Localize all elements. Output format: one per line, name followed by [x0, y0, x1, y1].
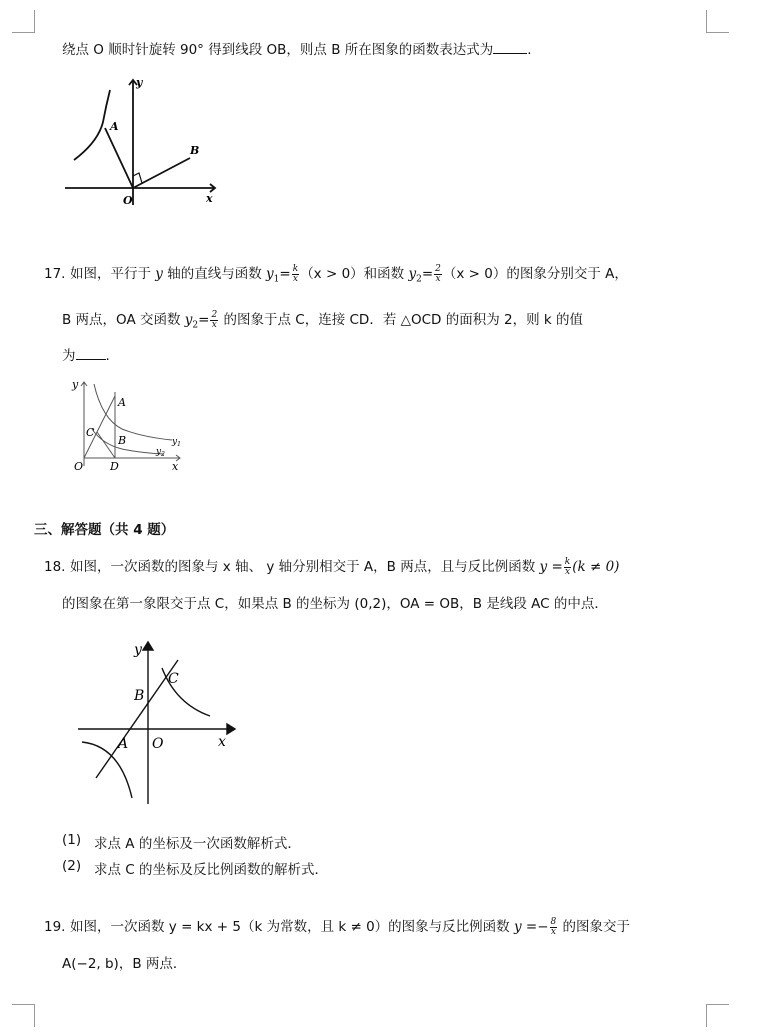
section-3-heading: 三、解答题（共 4 题） [34, 522, 175, 538]
fig17-c-label: C [86, 426, 95, 439]
q18-number: 18. [44, 559, 66, 575]
q17-fraction-2-over-x-second: $\frac{2}{x}$ [211, 309, 218, 330]
crop-mark-top-right [706, 10, 729, 33]
fig18-a-label: A [118, 736, 129, 752]
fig17-y2-label: $y_2$ [156, 447, 165, 458]
fig16-b-label: B [190, 144, 200, 157]
crop-mark-bottom-left [12, 1004, 35, 1027]
q18-sub1-number: (1) [62, 832, 82, 848]
fig17-d-label: D [110, 460, 119, 473]
fig17-x-label: x [172, 460, 179, 473]
q17-line1: 如图，平行于 y 轴的直线与函数 $y_1=$ $\frac{k}{x}$ （x > 0）和函数 $y_2=$ $\frac{2}{x}$ （x > 0）的图象分别交于 A， [70, 263, 628, 285]
q18-line2: 的图象在第一象限交于点 C，如果点 B 的坐标为 (0,2)，OA = OB，B 是线段 AC 的中点． [62, 596, 608, 612]
q16-text: 绕点 O 顺时针旋转 90° 得到线段 OB，则点 B 所在图象的函数表达式为 . [62, 42, 532, 58]
q19-line2: A(−2, b)，B 两点． [62, 956, 187, 972]
fig18-y-label: y [134, 642, 142, 658]
fig18-x-label: x [218, 734, 226, 750]
q17-answer-blank[interactable] [76, 347, 106, 360]
q18-sub2-number: (2) [62, 858, 82, 874]
q18-line1: 如图，一次函数的图象与 x 轴、 y 轴分别相交于 A，B 两点，且与反比例函数 y = $\frac{k}{x}$ (k ≠ 0) [70, 556, 620, 577]
q16-answer-blank[interactable] [493, 41, 527, 54]
fig17-curve-y1 [94, 384, 172, 440]
q17-number: 17. [44, 266, 66, 282]
fig17-y1-label: $y_1$ [172, 437, 181, 448]
q18-sub1-text: 求点 A 的坐标及一次函数解析式． [94, 836, 301, 852]
q17-line2: B 两点，OA 交函数 $y_2=$ $\frac{2}{x}$ 的图象于点 C，连接 CD．若 △OCD 的面积为 2，则 k 的值 [62, 309, 584, 331]
fig17-a-label: A [118, 396, 126, 409]
crop-mark-top-left [12, 10, 35, 33]
fig16-x-label: x [206, 192, 213, 205]
fig17-y-label: y [72, 378, 79, 391]
figure-18 [72, 638, 237, 808]
q18-fraction-k-over-x: $\frac{k}{x}$ [564, 556, 571, 577]
q19-fraction-8-over-x: $\frac{8}{x}$ [550, 916, 557, 937]
fig18-o-label: O [152, 736, 164, 752]
q16-line1: 绕点 O 顺时针旋转 90° 得到线段 OB，则点 B 所在图象的函数表达式为 [62, 42, 494, 58]
fig16-right-angle [133, 173, 142, 183]
fig17-curve-y2 [92, 429, 164, 454]
fig16-segment-oa [105, 128, 133, 188]
fig16-a-label: A [110, 120, 119, 133]
crop-mark-bottom-right [706, 1004, 729, 1027]
fig17-b-label: B [118, 434, 127, 447]
q19-line1: 如图，一次函数 y = kx + 5（k 为常数，且 k ≠ 0）的图象与反比例函数 y =− $\frac{8}{x}$ 的图象交于 [70, 916, 631, 937]
fig18-b-label: B [134, 688, 145, 704]
fig16-o-label: O [123, 194, 133, 207]
fig18-y-arrow [143, 642, 153, 650]
fig18-x-arrow [227, 724, 235, 734]
fig16-curve [74, 90, 110, 160]
figure-17 [62, 374, 192, 474]
fig18-c-label: C [168, 671, 179, 687]
q17-fraction-k-over-x: $\frac{k}{x}$ [292, 263, 299, 284]
fig17-segment-cd [97, 432, 115, 458]
q17-fraction-2-over-x: $\frac{2}{x}$ [435, 263, 441, 284]
figure-16 [60, 70, 230, 210]
fig17-o-label: O [74, 460, 84, 473]
fig16-y-label: y [136, 76, 143, 89]
fig16-segment-ob [133, 158, 190, 188]
q18-sub2-text: 求点 C 的坐标及反比例函数的解析式． [94, 862, 329, 878]
q19-number: 19. [44, 919, 66, 935]
q17-line3: 为 . [62, 348, 110, 364]
